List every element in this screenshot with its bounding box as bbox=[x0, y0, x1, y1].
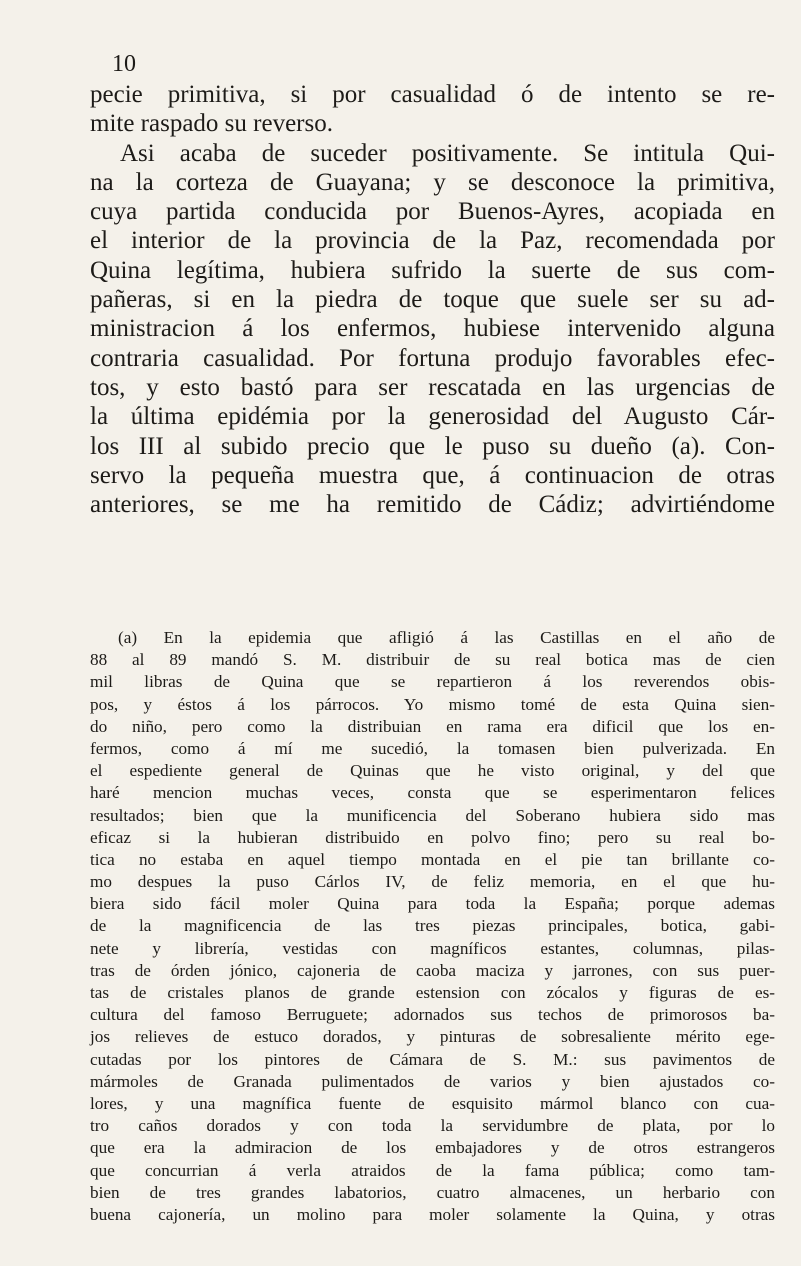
main-text-line: na la corteza de Guayana; y se desconoce la primitiva, bbox=[90, 168, 775, 196]
page-number: 10 bbox=[112, 51, 136, 77]
footnote-line: cutadas por los pintores de Cámara de S. M.: sus pavimentos de bbox=[90, 1049, 775, 1069]
footnote-line: haré mencion muchas veces, consta que se esperimentaron felices bbox=[90, 783, 775, 803]
footnote-line: tro caños dorados y con toda la servidumbre de plata, por lo bbox=[90, 1116, 775, 1136]
main-text-line: Asi acaba de suceder positivamente. Se intitula Qui- bbox=[120, 139, 775, 167]
main-text-line: anteriores, se me ha remitido de Cádiz; advirtiéndome bbox=[90, 491, 775, 519]
footnote-line: el espediente general de Quinas que he visto original, y del que bbox=[90, 761, 775, 781]
footnote-block bbox=[90, 627, 775, 1226]
footnote-line: (a) En la epidemia que afligió á las Castillas en el año de bbox=[118, 628, 775, 647]
footnote-line: buena cajonería, un molino para moler solamente la Quina, y otras bbox=[90, 1204, 775, 1224]
main-text-line: pañeras, si en la piedra de toque que suele ser su ad- bbox=[90, 286, 775, 314]
main-text-line: mite raspado su reverso. bbox=[90, 110, 333, 138]
footnote-line: jos relieves de estuco dorados, y pinturas de sobresaliente mérito ege- bbox=[90, 1027, 775, 1047]
footnote-line: tras de órden jónico, cajoneria de caoba maciza y jarrones, con sus puer- bbox=[90, 960, 775, 980]
main-text-line: los III al subido precio que le puso su dueño (a). Con- bbox=[90, 432, 775, 460]
footnote-line: do niño, pero como la distribuian en rama era dificil que los en- bbox=[90, 716, 775, 736]
main-text-line: tos, y esto bastó para ser rescatada en las urgencias de bbox=[90, 373, 775, 401]
footnote-line: nete y librería, vestidas con magníficos estantes, columnas, pilas- bbox=[90, 938, 775, 958]
main-text-line: servo la pequeña muestra que, á continuacion de otras bbox=[90, 461, 775, 489]
main-text-line: contraria casualidad. Por fortuna produjo favorables efec- bbox=[90, 344, 775, 372]
footnote-line: tas de cristales planos de grande estension con zócalos y figuras de es- bbox=[90, 983, 775, 1002]
footnote-line: mil libras de Quina que se repartieron á los reverendos obis- bbox=[90, 672, 775, 692]
main-text-line: Quina legítima, hubiera sufrido la suerte de sus com- bbox=[90, 256, 775, 284]
footnote-line: 88 al 89 mandó S. M. distribuir de su real botica mas de cien bbox=[90, 650, 775, 670]
main-text-line: cuya partida conducida por Buenos-Ayres, acopiada en bbox=[90, 198, 775, 226]
footnote-line: de la magnificencia de las tres piezas principales, botica, gabi- bbox=[90, 916, 775, 936]
footnote-line: lores, y una magnífica fuente de esquisito mármol blanco con cua- bbox=[90, 1093, 775, 1113]
footnote-line: eficaz si la hubieran distribuido en polvo fino; pero su real bo- bbox=[90, 827, 775, 847]
footnote-line: cultura del famoso Berruguete; adornados sus techos de primorosos ba- bbox=[90, 1005, 775, 1025]
footnote-line: que era la admiracion de los embajadores y de otros estrangeros bbox=[90, 1138, 775, 1158]
main-text-line: la última epidémia por la generosidad del Augusto Cár- bbox=[90, 403, 775, 431]
footnote-line: mo despues la puso Cárlos IV, de feliz memoria, en el que hu- bbox=[90, 872, 775, 892]
footnote-line: biera sido fácil moler Quina para toda la España; porque ademas bbox=[90, 894, 775, 914]
footnote-line: mármoles de Granada pulimentados de varios y bien ajustados co- bbox=[90, 1071, 775, 1091]
main-text-line: pecie primitiva, si por casualidad ó de intento se re- bbox=[90, 81, 775, 108]
footnote-line: tica no estaba en aquel tiempo montada en el pie tan brillante co- bbox=[90, 849, 775, 869]
footnote-line: bien de tres grandes labatorios, cuatro almacenes, un herbario con bbox=[90, 1182, 775, 1202]
main-text-line: ministracion á los enfermos, hubiese intervenido alguna bbox=[90, 315, 775, 343]
footnote-line: que concurrian á verla atraidos de la fama pública; como tam- bbox=[90, 1160, 775, 1180]
footnote-line: fermos, como á mí me sucedió, la tomasen bien pulverizada. En bbox=[90, 738, 775, 758]
footnote-line: pos, y éstos á los párrocos. Yo mismo tomé de esta Quina sien- bbox=[90, 694, 775, 714]
footnote-line: resultados; bien que la munificencia del Soberano hubiera sido mas bbox=[90, 805, 775, 825]
main-text-line: el interior de la provincia de la Paz, recomendada por bbox=[90, 227, 775, 255]
main-text-block bbox=[90, 80, 775, 519]
